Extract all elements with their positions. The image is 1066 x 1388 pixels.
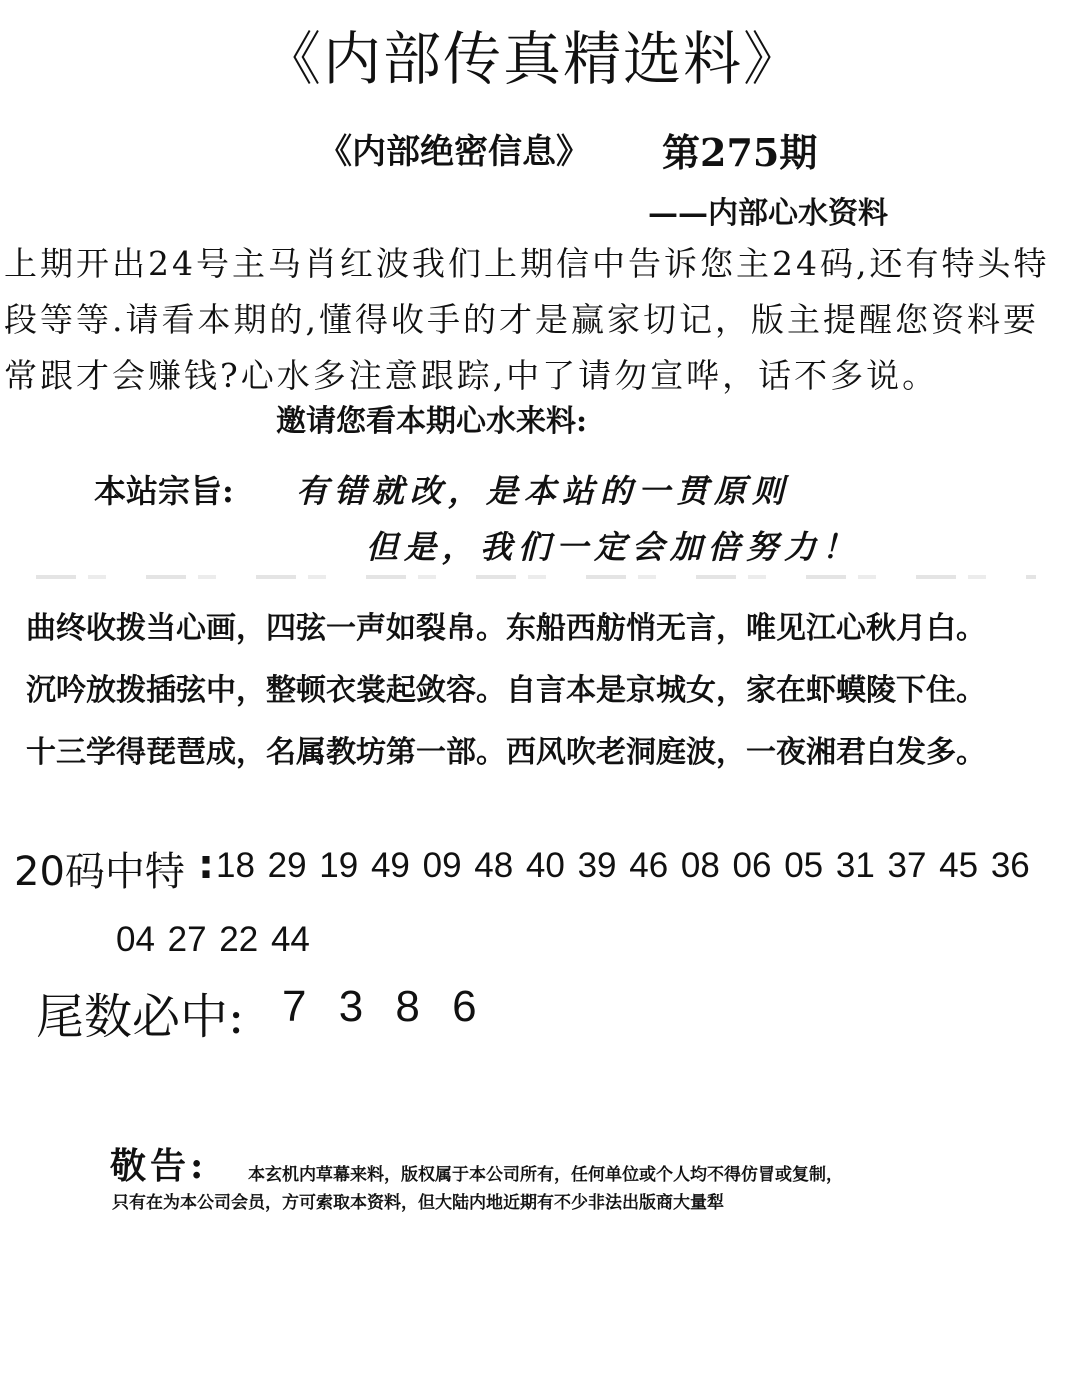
motto-line-1: 有错就改，是本站的一贯原则: [296, 472, 791, 510]
issue-number: 第275期: [662, 130, 818, 175]
page-title: 《内部传真精选料》: [262, 25, 803, 93]
notice-line-1: 本玄机内草幕来料，版权属于本公司所有，任何单位或个人均不得仿冒或复制，: [248, 1165, 843, 1185]
code-label: 20码中特: [14, 849, 185, 895]
code-numbers-line-2: 04 27 22 44: [116, 920, 310, 959]
tail-label: 尾数必中:: [36, 989, 245, 1045]
divider: [36, 575, 1036, 579]
source-label: ——内部心水资料: [648, 196, 888, 231]
code-colon: :: [198, 842, 214, 888]
motto-label: 本站宗旨:: [94, 472, 234, 510]
poem-line-2: 沉吟放拨插弦中，整顿衣裳起敛容。自言本是京城女，家在虾蟆陵下住。: [26, 673, 986, 708]
code-numbers-line-1: 18 29 19 49 09 48 40 39 46 08 06 05 31 37 45 36: [216, 846, 1030, 885]
poem-line-1: 曲终收拨当心画，四弦一声如裂帛。东船西舫悄无言，唯见江心秋月白。: [26, 611, 986, 646]
notice-label: 敬告:: [110, 1145, 208, 1187]
notice-line-2: 只有在为本公司会员，方可索取本资料，但大陆内地近期有不少非法出版商大量犁: [112, 1193, 724, 1213]
tail-digits: 7 3 8 6: [282, 982, 477, 1031]
invite-line: 邀请您看本期心水来料:: [276, 404, 588, 439]
intro-paragraph: 上期开出24号主马肖红波我们上期信中告诉您主24码,还有特头特段等等.请看本期的,懂得收手的才是赢家切记，版主提醒您资料要常跟才会赚钱?心水多注意跟踪,中了请勿宣哗，话不多说。: [4, 244, 1050, 395]
poem-line-3: 十三学得琵琶成，名属教坊第一部。西风吹老洞庭波，一夜湘君白发多。: [26, 735, 986, 770]
subtitle: 《内部绝密信息》: [318, 132, 590, 172]
motto-line-2: 但是，我们一定会加倍努力！: [366, 528, 861, 566]
